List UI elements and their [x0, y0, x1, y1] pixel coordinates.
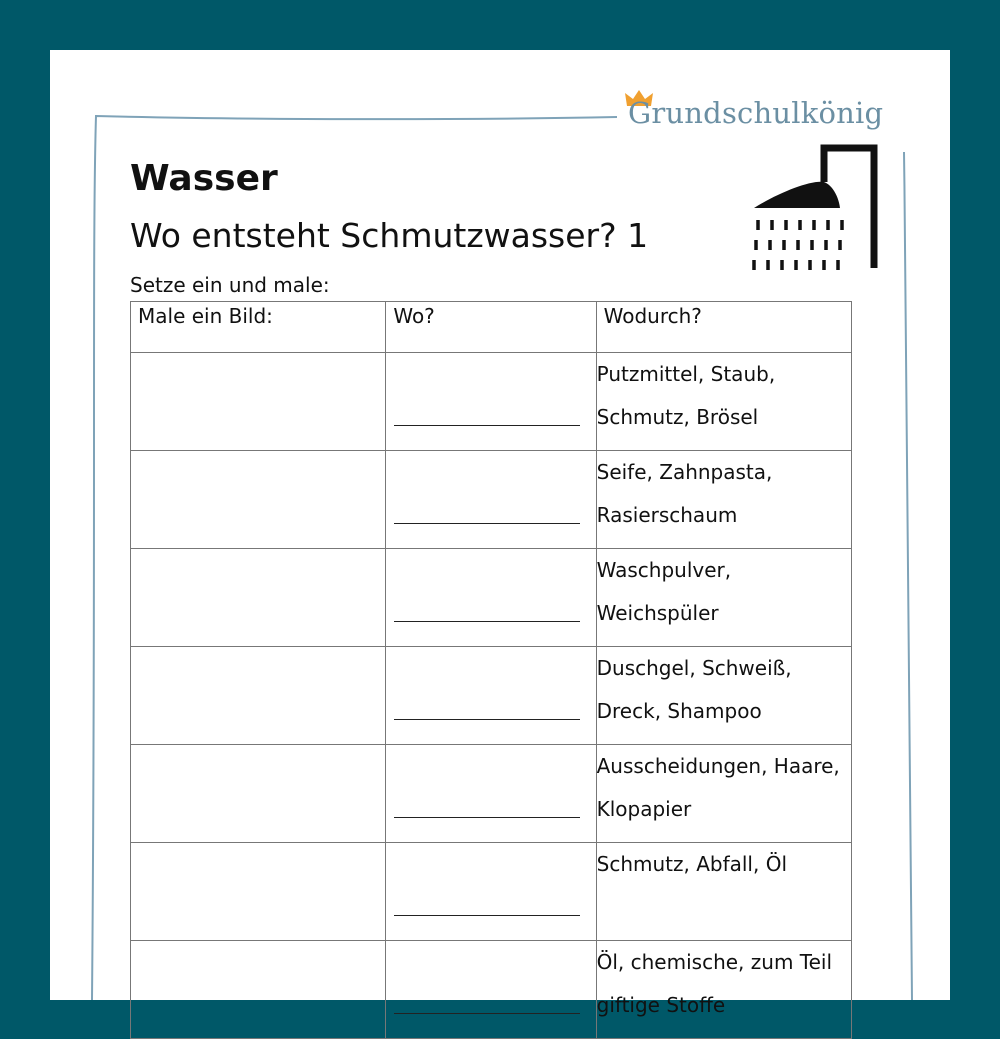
cause-text: Putzmittel, Staub, [596, 362, 776, 386]
table-row [131, 941, 852, 1039]
drawing-area[interactable] [131, 451, 386, 549]
cause-text: Schmutz, Abfall, Öl [596, 852, 788, 876]
where-cell [386, 451, 596, 549]
cause-text: Öl, chemische, zum Teil [596, 950, 833, 974]
cause-cell [596, 549, 851, 647]
table-row [131, 549, 852, 647]
cause-cell [596, 451, 851, 549]
cause-cell [596, 843, 851, 941]
drawing-area[interactable] [131, 745, 386, 843]
where-cell [386, 353, 596, 451]
table-row [131, 843, 852, 941]
where-cell [386, 745, 596, 843]
cause-text: giftige Stoffe [596, 993, 726, 1017]
cause-text: Weichspüler [596, 601, 719, 625]
header-where: Wo? [386, 302, 596, 353]
cause-text: Waschpulver, [596, 558, 732, 582]
cause-text: Klopapier [596, 797, 692, 821]
worksheet-page [50, 50, 950, 1017]
answer-line[interactable] [394, 523, 580, 524]
answer-line[interactable] [394, 425, 580, 426]
drawing-area[interactable] [131, 941, 386, 1039]
table-row [131, 353, 852, 451]
brand-logo: Grundschulkönig [628, 96, 884, 130]
table-row [131, 745, 852, 843]
answer-line[interactable] [394, 1013, 580, 1014]
cause-text: Dreck, Shampoo [596, 699, 762, 723]
where-cell [386, 647, 596, 745]
cause-cell [596, 941, 851, 1039]
cause-text: Ausscheidungen, Haare, [596, 754, 840, 778]
cause-text: Duschgel, Schweiß, [596, 656, 792, 680]
where-cell [386, 843, 596, 941]
table-row [131, 451, 852, 549]
drawing-area[interactable] [131, 843, 386, 941]
where-cell [386, 549, 596, 647]
answer-line[interactable] [394, 817, 580, 818]
worksheet-title: Wasser [130, 158, 278, 199]
drawing-area[interactable] [131, 353, 386, 451]
table-row [131, 647, 852, 745]
shower-icon [750, 138, 885, 273]
answer-line[interactable] [394, 719, 580, 720]
where-cell [386, 941, 596, 1039]
cause-cell [596, 353, 851, 451]
worksheet-table [130, 301, 852, 1039]
answer-line[interactable] [394, 621, 580, 622]
drawing-area[interactable] [131, 549, 386, 647]
header-draw: Male ein Bild: [131, 302, 386, 353]
instruction-text: Setze ein und male: [130, 273, 330, 297]
drawing-area[interactable] [131, 647, 386, 745]
worksheet-subtitle: Wo entsteht Schmutzwasser? 1 [130, 216, 649, 255]
cause-text: Seife, Zahnpasta, [596, 460, 773, 484]
header-cause: Wodurch? [596, 302, 851, 353]
table-header-row [131, 302, 852, 353]
cause-text: Rasierschaum [596, 503, 738, 527]
cause-cell [596, 745, 851, 843]
cause-text: Schmutz, Brösel [596, 405, 759, 429]
answer-line[interactable] [394, 915, 580, 916]
cause-cell [596, 647, 851, 745]
